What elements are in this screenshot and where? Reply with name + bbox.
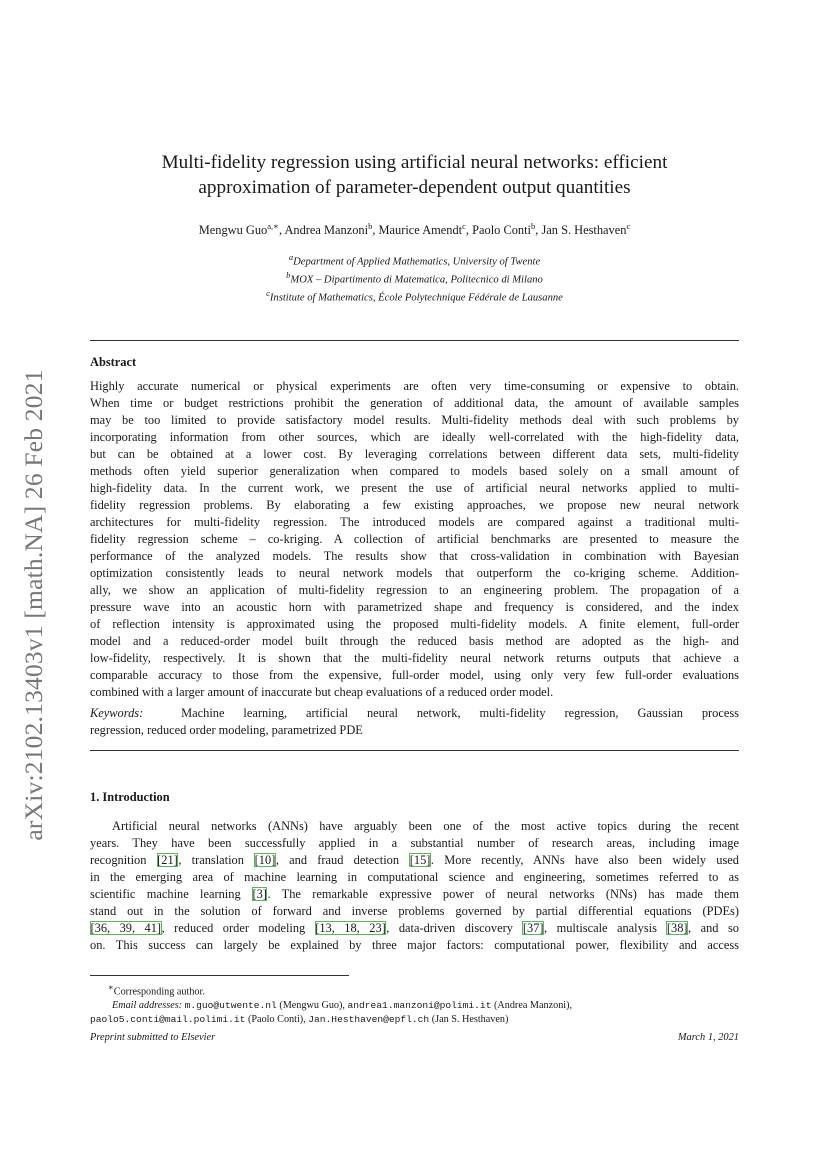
email-link[interactable]: andrea1.manzoni@polimi.it xyxy=(347,1000,492,1012)
section-heading-introduction: 1. Introduction xyxy=(90,790,170,804)
introduction-body: Artificial neural networks (ANNs) have arguably been one of the most active topics during the recent years. They have been successfully applied in a substantial number of research areas, including image recognition [21], translation [10], and fraud detection [15]. More recently, ANNs have also been widely used in the emerging area of machine learning in computational science and engineering, sometimes referred to as scientific machine learning [3]. The remarkable expressive power of neural networks (NNs) has made them stand out in the solution of forward and inverse problems governed by partial differential equations (PDEs) [36, 39, 41], reduced order modeling [13, 18, 23], data-driven discovery [37], multiscale analysis [38], and so on. This success can largely be explained by three major factors: computational power, flexibility and access xyxy=(90,819,739,952)
divider xyxy=(90,340,739,341)
footer-preprint-note: Preprint submitted to Elsevier xyxy=(90,1032,216,1043)
arxiv-sidebar-stamp xyxy=(14,340,54,870)
keywords-label: Keywords: xyxy=(90,706,144,720)
author: Mengwu Guo xyxy=(198,223,268,238)
citation-link[interactable]: [38] xyxy=(666,921,688,935)
abstract-body: Highly accurate numerical or physical experiments are often very time-consuming or expensive to obtain. When time or budget restrictions prohibit the generation of additional data, the amount of available samples may be too limited to provide satisfactory model results. Multi-fidelity methods deal with such problems by incorporating information from other sources, which are ideally well-correlated with the high-fidelity data, but can be obtained at a lower cost. By leveraging correlations between different data sets, multi-fidelity methods often yield superior generalization when compared to models based solely on a small amount of high-fidelity data. In the current work, we present the use of artificial neural networks applied to multi- fidelity regression problems. By elaborating a few existing approaches, we propose new neural network architectures for multi-fidelity regression. The introduced models are compared against a traditional multi- fidelity regression scheme – co-kriging. A collection of artificial benchmarks are presented to measure the performance of the analyzed models. The results show that cross-validation in combination with Bayesian optimization consistently leads to neural network models that outperform the co-kriging scheme. Addition- ally, we show an application of multi-fidelity regression to an engineering problem. The propagation of a pressure wave into an acoustic horn with parametrized shape and frequency is considered, and the index of reflection intensity is approximated using the proposed multi-fidelity models. A finite element, full-order model and a reduced-order model built through the reduced basis method are adopted as the high- and low-fidelity, respectively. It is shown that the multi-fidelity neural network returns outputs that achieve a comparable accuracy to those from the expensive, full-order model, using only very few full-order evaluations combined with a larger amount of inaccurate but cheap evaluations of a reduced order model. xyxy=(90,379,739,699)
citation-link[interactable]: [13, 18, 23] xyxy=(315,921,386,935)
paper-title: Multi-fidelity regression using artificial neural networks: efficient approximation of parameter-dependent output quantities xyxy=(161,152,668,198)
citation-link[interactable]: [21] xyxy=(157,853,178,867)
author: Jan S. Hesthaven xyxy=(541,223,627,238)
footer-date: March 1, 2021 xyxy=(677,1032,739,1043)
keywords: Keywords: Machine learning, artificial neural network, multi-fidelity regression, Gaussian process regression, reduced order modeling, parametrized PDE xyxy=(90,706,739,737)
citation-link[interactable]: [10] xyxy=(254,853,276,867)
abstract-heading: Abstract xyxy=(90,355,137,369)
affiliation: $^b$MOX – Dipartimento di Matematica, Politecnico di Milano xyxy=(286,270,543,286)
footnote-divider xyxy=(90,975,349,976)
arxiv-identifier: arXiv:2102.13403v1 [math.NA] 26 Feb 2021 xyxy=(19,369,48,841)
citation-link[interactable]: [3] xyxy=(252,887,267,901)
citation-link[interactable]: [15] xyxy=(409,853,431,867)
affiliation: $^a$Department of Applied Mathematics, University of Twente xyxy=(288,252,541,268)
author: Andrea Manzoni xyxy=(284,223,369,238)
email-link[interactable]: Jan.Hesthaven@epfl.ch xyxy=(308,1014,430,1026)
email-link[interactable]: m.guo@utwente.nl xyxy=(184,1000,277,1012)
affiliation: $^c$Institute of Mathematics, École Polytechnique Fédérale de Lausanne xyxy=(266,288,563,304)
page-footer xyxy=(90,1032,739,1043)
author: Maurice Amendt xyxy=(378,223,463,238)
email-link[interactable]: paolo5.conti@mail.polimi.it xyxy=(90,1014,246,1026)
citation-link[interactable]: [37] xyxy=(522,921,544,935)
author-list: Mengwu Guo$^{a,∗}$, Andrea Manzoni$^b$, Maurice Amendt$^c$, Paolo Conti$^b$, Jan S. Hesthaven$^c$ xyxy=(198,221,631,238)
citation-link[interactable]: [36, 39, 41] xyxy=(90,921,162,935)
footnotes: ∗Corresponding author. Email addresses: m.guo@utwente.nl (Mengwu Guo), andrea1.manzoni@polimi.it (Andrea Manzoni), paolo5.conti@mail.polimi.it (Paolo Conti), Jan.Hesthaven@epfl.ch (Jan S. Hesthaven) xyxy=(90,982,573,1026)
author: Paolo Conti xyxy=(472,223,531,238)
divider xyxy=(90,750,739,751)
affiliations xyxy=(90,251,739,305)
email-label: Email addresses: xyxy=(112,1000,183,1012)
